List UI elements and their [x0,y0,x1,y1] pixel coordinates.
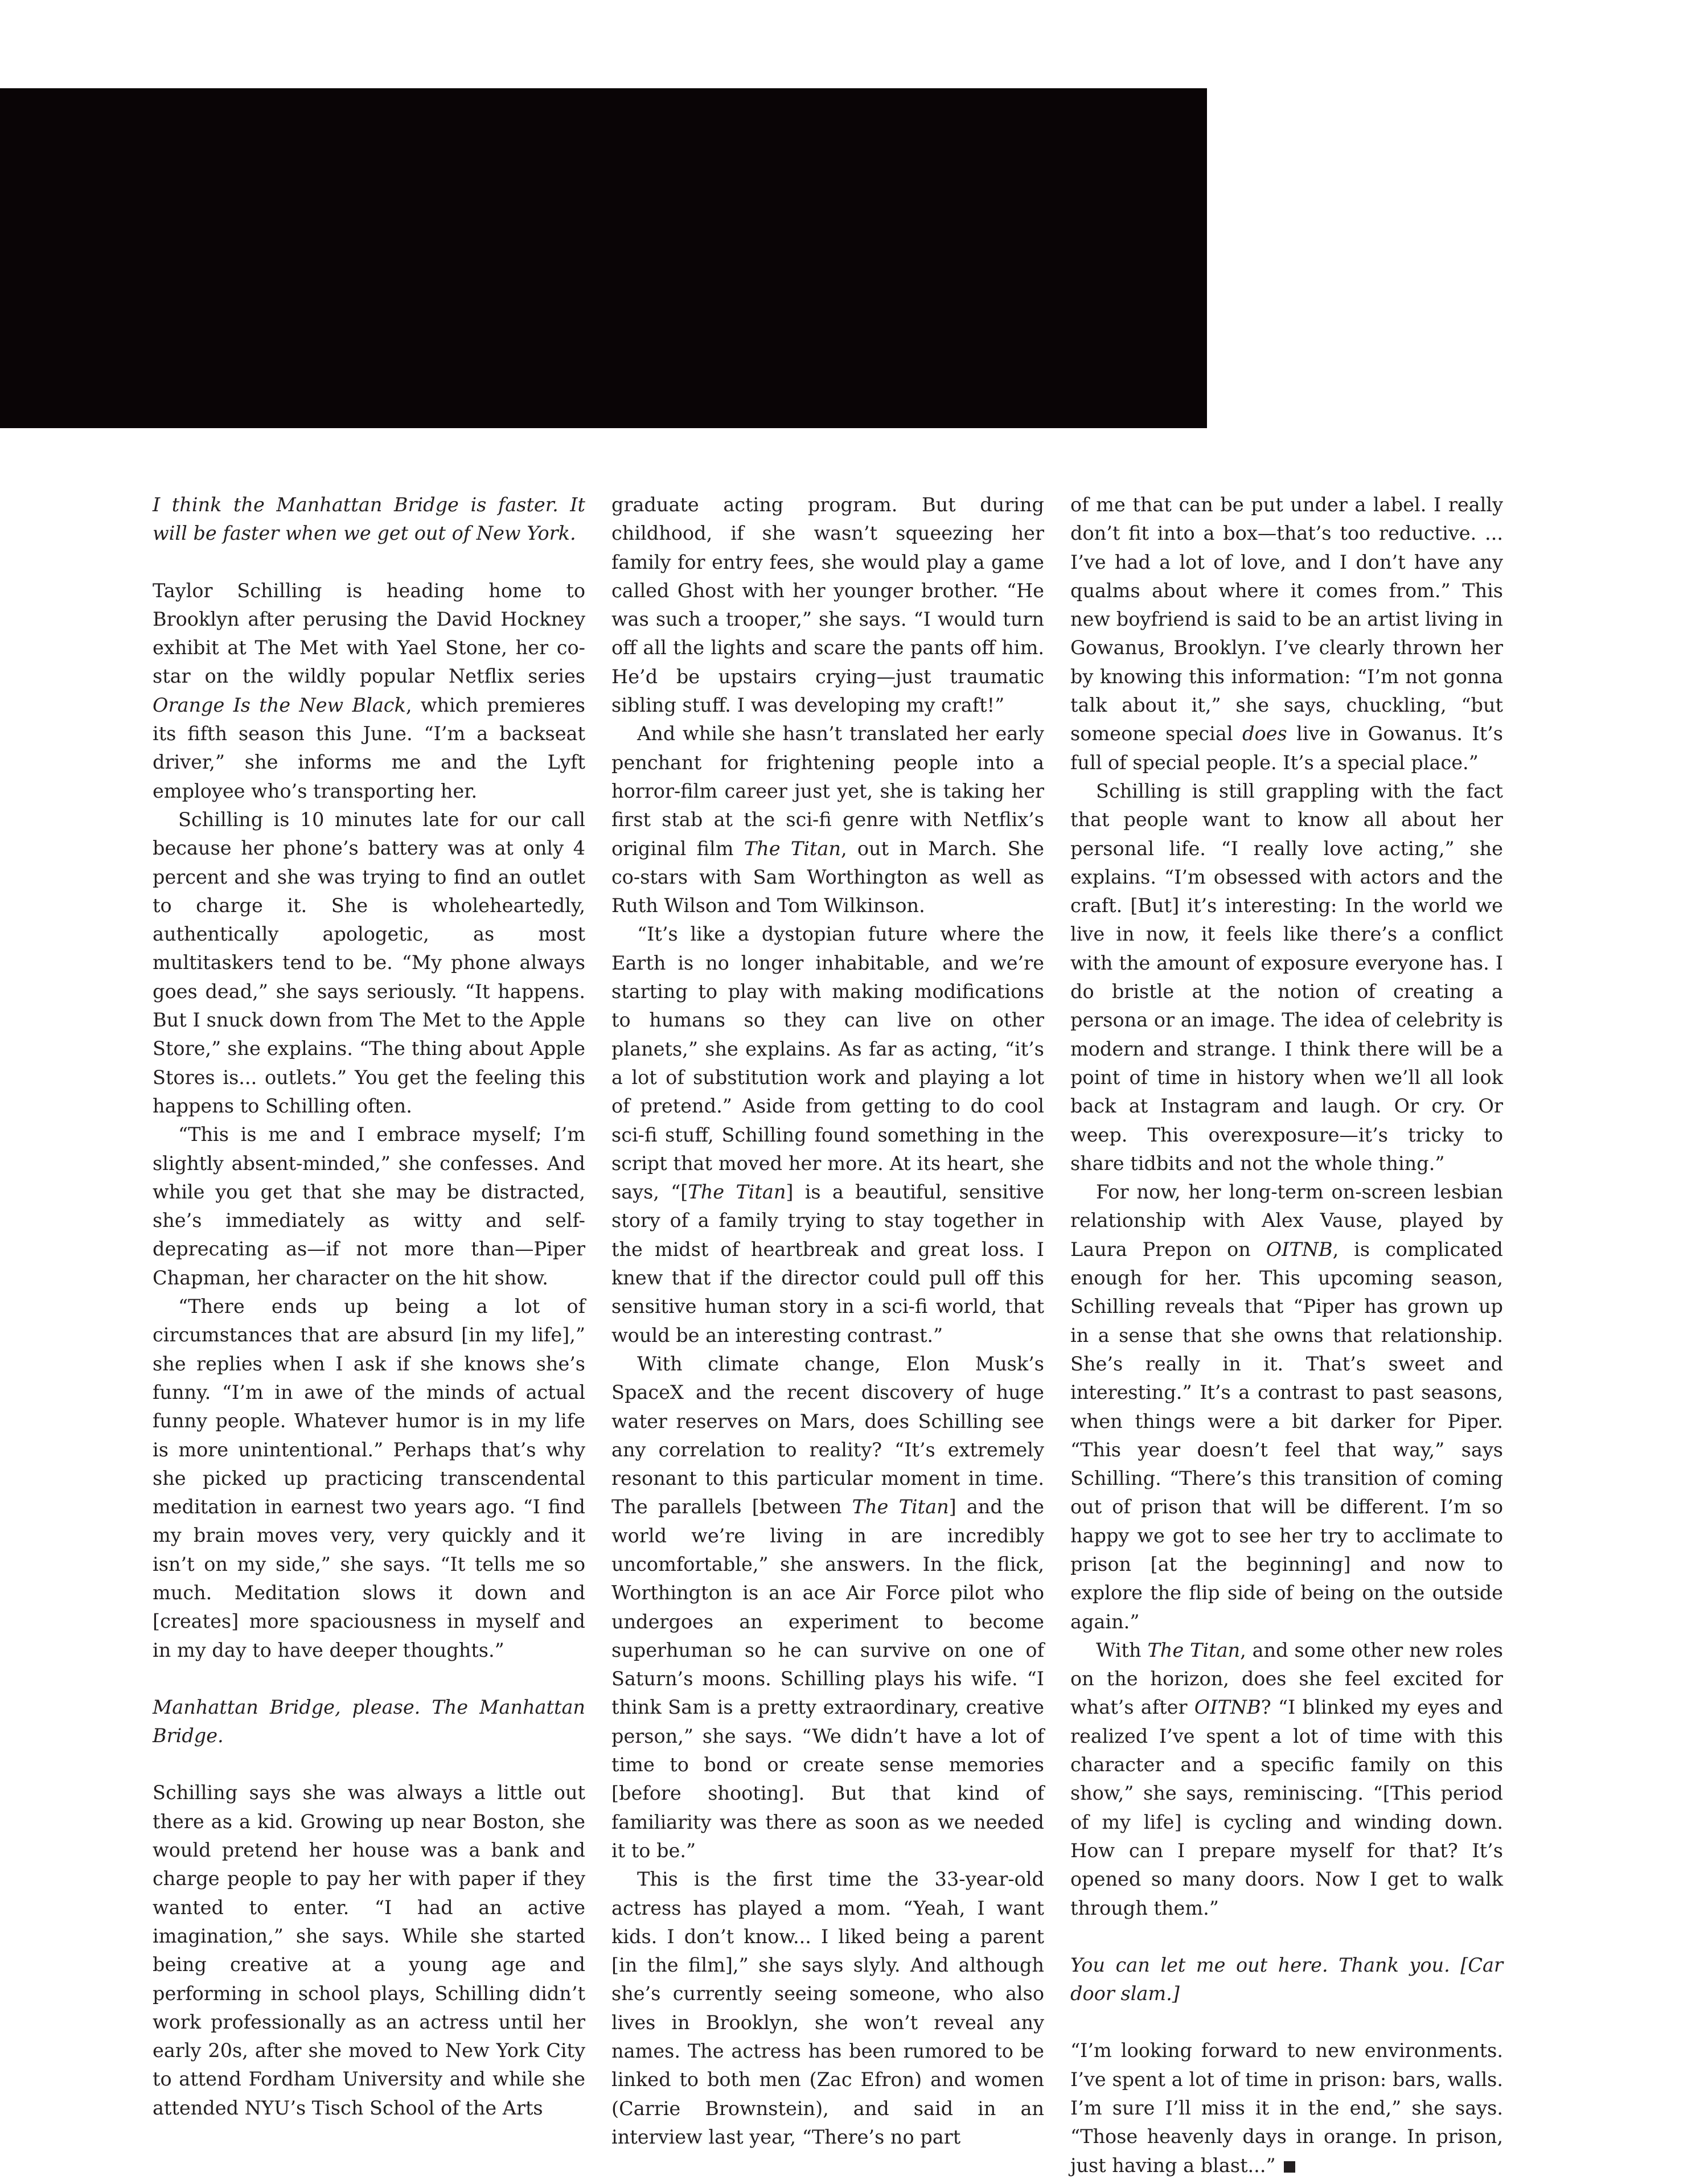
paragraph: of me that can be put under a label. I really don’t fit into a box—that’s too reductive. ... I’ve had a lot of love, and I don’t have any qualms about where it comes from.” This new boyfriend is said to be an artist living in Gowanus, Brooklyn. I’ve clearly thrown her by knowing this information: “I’m not gonna talk about it,” she says, chuckling, “but someone special does live in Gowanus. It’s full of special people. It’s a special place.” [1070,494,1503,774]
car-quote-2: Manhattan Bridge, please. The Manhattan Bridge. [153,1695,585,1747]
paragraph: “There ends up being a lot of circumstances that are absurd [in my life],” she replies when I ask if she knows she’s funny. “I’m in awe of the minds of actual funny people. Whatever humor is in my life is more unintentional.” Perhaps that’s why she picked up practicing transcendental meditation in earnest two years ago. “I find my brain moves very, very quickly and it isn’t on my side,” she says. “It tells me so much. Meditation slows it down and [creates] more spaciousness in myself and in my day to have deeper thoughts.” [153,1295,585,1661]
end-square-icon [1284,2161,1295,2173]
article-column-3 [1070,491,1503,2180]
film-title: The Titan [852,1496,949,1518]
paragraph: This is the first time the 33-year-old actress has played a mom. “Yeah, I want kids. I don’t know... I liked being a parent [in the film],” she says slyly. And although she’s currently seeing someone, who also lives in Brooklyn, she won’t reveal any names. The actress has been rumored to be linked to both men (Zac Efron) and women (Carrie Brownstein), and said in an interview last year, “There’s no part [611,1868,1044,2148]
paragraph: And while she hasn’t translated her early penchant for frightening people into a horror-film career just yet, she is taking her first stab at the sci-fi genre with Netflix’s original film The Titan, out in March. She co-stars with Sam Worthington as well as Ruth Wilson and Tom Wilkinson. [611,722,1044,917]
header-photo-block [0,88,1207,428]
film-title: The Titan [1147,1639,1241,1661]
paragraph: Schilling is still grappling with the fact that people want to know all about her personal life. “I really love acting,” she explains. “I’m obsessed with actors and the craft. [But] it’s interesting: In the world we live in now, it feels like there’s a conflict with the amount of exposure everyone has. I do bristle at the notion of creating a persona or an image. The idea of celebrity is modern and strange. I think there will be a point of time in history when we’ll all look back at Instagram and laugh. Or cry. Or weep. This overexposure—it’s tricky to share tidbits and not the whole thing.” [1070,779,1503,1175]
paragraph: With The Titan, and some other new roles on the horizon, does she feel excited for what’s after OITNB? “I blinked my eyes and realized I’ve spent a lot of time with this character and a specific family on this show,” she says, reminiscing. “[This period of my life] is cycling and winding down. How can I prepare myself for that? It’s opened so many doors. Now I get to walk through them.” [1070,1639,1503,1919]
film-title: The Titan [744,837,841,860]
paragraph: With climate change, Elon Musk’s SpaceX and the recent discovery of huge water reserves on Mars, does Schilling see any correlation to reality? “It’s extremely resonant to this particular moment in time. The parallels [between The Titan] and the world we’re living in are incredibly uncomfortable,” she answers. In the flick, Worthington is an ace Air Force pilot who undergoes an experiment to become superhuman so he can survive on one of Saturn’s moons. Schilling plays his wife. “I think Sam is a pretty extraordinary, creative person,” she says. “We didn’t have a lot of time to bond or create sense memories [before shooting]. But that kind of familiarity was there as soon as we needed it to be.” [611,1352,1044,1862]
paragraph: “This is me and I embrace myself; I’m slightly absent-minded,” she confesses. And while you get that she may be distracted, she’s immediately as witty and self-deprecating as—if not more than—Piper Chapman, her character on the hit show. [153,1123,585,1289]
paragraph: Schilling says she was always a little out there as a kid. Growing up near Boston, she would pretend her house was a bank and charge people to pay her with paper if they wanted to enter. “I had an active imagination,” she says. While she started being creative at a young age and performing in school plays, Schilling didn’t work professionally as an actress until her early 20s, after she moved to New York City to attend Fordham University and while she attended NYU’s Tisch School of the Arts [153,1781,585,2119]
paragraph: Schilling is 10 minutes late for our call because her phone’s battery was at only 4 percent and she was trying to find an outlet to charge it. She is wholeheartedly, authentically apologetic, as most multitaskers tend to be. “My phone always goes dead,” she says seriously. “It happens. But I snuck down from The Met to the Apple Store,” she explains. “The thing about Apple Stores is... outlets.” You get the feeling this happens to Schilling often. [153,808,585,1117]
car-quote-1: I think the Manhattan Bridge is faster. It will be faster when we get out of New York. [153,494,585,545]
show-title: Orange Is the New Black [153,693,406,716]
paragraph: “It’s like a dystopian future where the Earth is no longer inhabitable, and we’re starting to play with making modifications to humans so they can live on other planets,” she explains. As far as acting, “it’s a lot of substitution work and playing a lot of pretend.” Aside from getting to do cool sci-fi stuff, Schilling found something in the script that moved her more. At its heart, she says, “[The Titan] is a beautiful, sensitive story of a family trying to stay together in the midst of heartbreak and great loss. I knew that if the director could pull off this sensitive human story in a sci-fi world, that would be an interesting contrast.” [611,923,1044,1346]
car-quote-3: You can let me out here. Thank you. [Car door slam.] [1070,1953,1503,2005]
paragraph: Taylor Schilling is heading home to Brooklyn after perusing the David Hockney exhibit at The Met with Yael Stone, her co-star on the wildly popular Netflix series Orange Is the New Black, which premieres its fifth season this June. “I’m a backseat driver,” she informs me and the Lyft employee who’s transporting her. [153,579,585,802]
article-column-2 [611,491,1044,2152]
show-abbrev: OITNB [1194,1696,1261,1719]
closing-paragraph: “I’m looking forward to new environments. I’ve spent a lot of time in prison: bars, walls. I’m sure I’ll miss it in the end,” she says. “Those heavenly days in orange. In prison, just having a blast...” [1070,2039,1503,2177]
article-column-1 [153,491,585,2122]
paragraph: For now, her long-term on-screen lesbian relationship with Alex Vause, played by Laura Prepon on OITNB, is complicated enough for her. This upcoming season, Schilling reveals that “Piper has grown up in a sense that she owns that relationship. She’s really in it. That’s sweet and interesting.” It’s a contrast to past seasons, when things were a bit darker for Piper. “This year doesn’t feel that way,” says Schilling. “There’s this transition of coming out of prison that will be different. I’m so happy we got to see her try to acclimate to prison [at the beginning] and now to explore the flip side of being on the outside again.” [1070,1181,1503,1633]
paragraph: graduate acting program. But during childhood, if she wasn’t squeezing her family for entry fees, she would play a game called Ghost with her younger brother. “He was such a trooper,” she says. “I would turn off all the lights and scare the pants off him. He’d be upstairs crying—just traumatic sibling stuff. I was developing my craft!” [611,494,1044,717]
film-title: The Titan [688,1181,786,1204]
show-abbrev: OITNB [1266,1238,1333,1261]
